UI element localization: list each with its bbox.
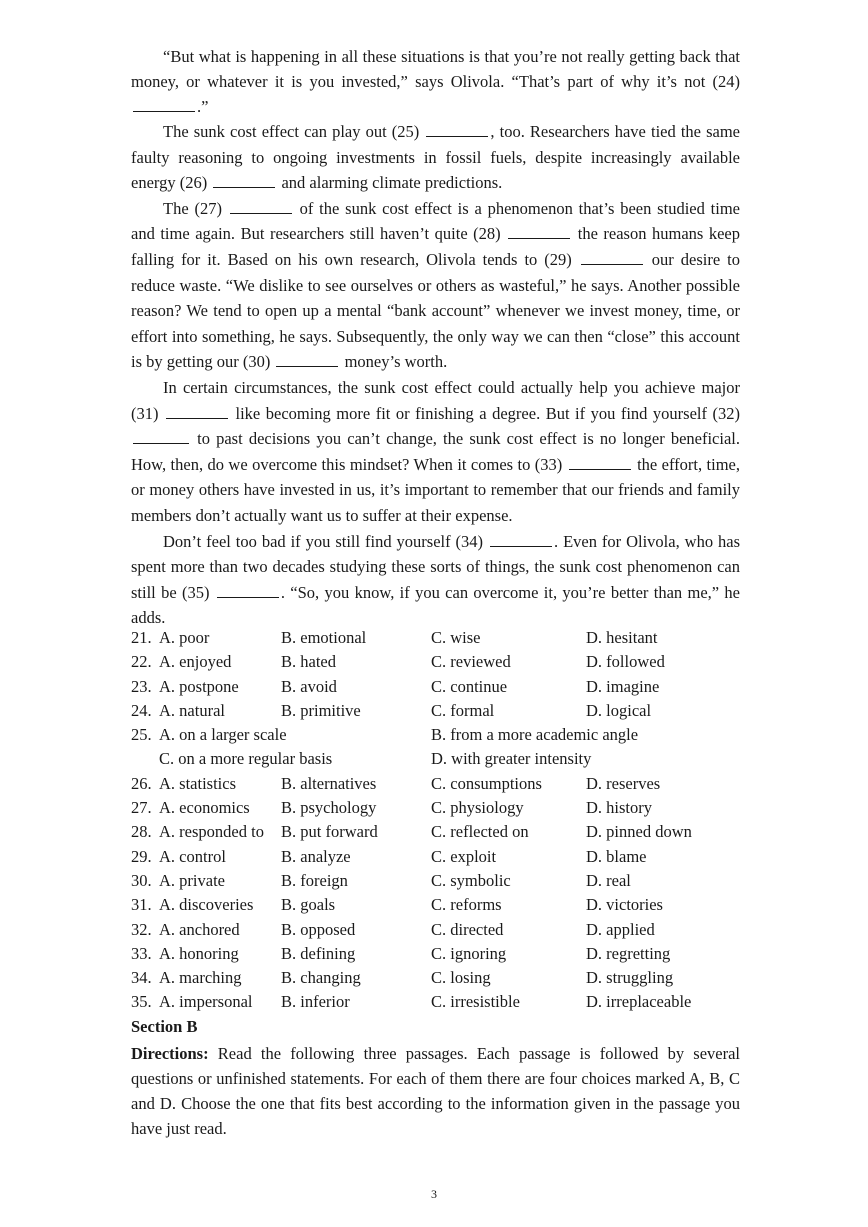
section-title: Section B — [131, 1017, 198, 1036]
option-row — [131, 650, 751, 674]
choice-a: A. enjoyed — [159, 652, 232, 672]
choice-c: C. wise — [431, 628, 481, 647]
option-row — [131, 747, 751, 771]
answer-blank — [490, 532, 552, 547]
question-number: 21. — [131, 628, 152, 647]
question-number: 23. — [131, 676, 152, 696]
option-row — [131, 675, 751, 699]
answer-blank — [133, 429, 189, 444]
choice-d: D. real — [586, 870, 631, 890]
section-b — [131, 1015, 740, 1141]
question-number: 31. — [131, 895, 152, 915]
text-span: , too. Researchers have tied the same faulty reasoning to ongoing investments in fossil fuels, despite increasingly available energy (26) — [131, 122, 740, 193]
choice-a: A. responded to — [159, 822, 264, 842]
text-span: money’s worth. — [340, 352, 448, 372]
option-row — [131, 723, 751, 747]
question-number: 29. — [131, 846, 152, 866]
choice-c: C. reforms — [431, 895, 502, 915]
text-span: the reason humans keep falling for it. Based on his own research, Olivola tends to (29) — [131, 224, 741, 269]
option-row — [131, 772, 751, 796]
choice-b: B. hated — [281, 652, 336, 672]
choice-b: B. put forward — [281, 822, 378, 842]
option-row — [131, 942, 751, 966]
text-span: The sunk cost effect can play out (25) — [163, 122, 420, 141]
text-span: and alarming climate predictions. — [277, 173, 503, 193]
choice-d: D. irreplaceable — [586, 992, 692, 1012]
text-span: of the sunk cost effect is a phenomenon that’s been studied time and time again. But researchers still haven’t quite (28) — [131, 198, 740, 244]
choice-c: C. reviewed — [431, 652, 511, 672]
text-span: the effort, time, or money others have invested in us, it’s important to remember that our friends and family members don’t actually want us to suffer at their expense. — [131, 454, 740, 525]
passage-paragraph — [131, 119, 740, 196]
question-number: 30. — [131, 870, 152, 890]
choice-b: B. emotional — [281, 628, 367, 647]
option-row — [131, 796, 751, 820]
choice-d: D. applied — [586, 919, 655, 939]
choice-c: C. formal — [431, 700, 495, 720]
choice-c: C. directed — [431, 919, 504, 939]
option-row — [131, 918, 751, 942]
text-span: to past decisions you can’t change, the sunk cost effect is no longer beneficial. How, then, do we overcome this mindset? When it comes to (33) — [131, 429, 740, 474]
choice-d: D. regretting — [586, 943, 671, 963]
choice-a: A. natural — [159, 700, 225, 720]
choice-c: C. symbolic — [431, 870, 511, 890]
text-span: In certain circumstances, the sunk cost effect could actually help you achieve major (31) — [131, 377, 740, 423]
answer-blank — [426, 122, 488, 137]
choice-d: D. struggling — [586, 968, 674, 988]
text-span: The (27) — [163, 198, 222, 218]
option-row — [131, 699, 751, 723]
choice-a: A. poor — [159, 628, 210, 647]
choice-d: D. victories — [586, 895, 663, 915]
choice-d: D. reserves — [586, 773, 661, 793]
choice-b: B. changing — [281, 968, 361, 988]
choice-a: A. on a larger scale — [159, 725, 287, 745]
choice-b: B. primitive — [281, 700, 361, 720]
choice-c: C. irresistible — [431, 992, 520, 1012]
choice-a: A. statistics — [159, 773, 236, 793]
choice-b: B. inferior — [281, 992, 350, 1012]
choice-a: A. private — [159, 870, 225, 890]
answer-blank — [133, 97, 195, 112]
question-number: 35. — [131, 992, 152, 1012]
directions — [131, 1041, 740, 1141]
option-row — [131, 869, 751, 893]
choice-a: A. economics — [159, 798, 250, 818]
answer-blank — [508, 224, 570, 239]
answer-blank — [276, 352, 338, 367]
choice-d: D. pinned down — [586, 822, 692, 842]
choice-b: B. avoid — [281, 676, 337, 696]
choice-d: D. followed — [586, 652, 665, 672]
directions-text: Read the following three passages. Each passage is followed by several questions or unfinished statements. For each of them there are four choices marked A, B, C and D. Choose the one that fits best according to the information given in the passage you have just read. — [131, 1044, 740, 1138]
text-span: “But what is happening in all these situations is that you’re not really getting back that money, or whatever it is you invested,” says Olivola. “That’s part of why it’s not (24) — [131, 47, 740, 91]
cloze-passage — [131, 44, 740, 631]
choice-d: D. with greater intensity — [431, 749, 592, 769]
choice-a: A. control — [159, 846, 226, 866]
choice-d: D. hesitant — [586, 628, 658, 647]
choice-a: A. discoveries — [159, 895, 254, 915]
answer-blank — [166, 404, 228, 419]
choice-c: C. physiology — [431, 798, 524, 818]
question-number: 25. — [131, 725, 152, 745]
page-number: 3 — [431, 1187, 437, 1201]
option-row — [131, 845, 751, 869]
passage-paragraph — [131, 529, 740, 631]
answer-blank — [581, 250, 643, 265]
text-span: our desire to reduce waste. “We dislike to see ourselves or others as wasteful,” he says. Another possible reason? We tend to open up a mental “bank account” whenever we invest money, time, or effort into something, he says. Subsequently, the only way we can then “close” this account is by getting our (30) — [131, 249, 740, 372]
text-span: Don’t feel too bad if you still find yourself (34) — [163, 531, 484, 551]
choice-a: A. honoring — [159, 943, 239, 963]
choice-a: A. anchored — [159, 919, 240, 939]
question-number: 27. — [131, 798, 152, 818]
text-span: .” — [197, 97, 209, 116]
question-number: 26. — [131, 773, 152, 793]
choice-a: A. postpone — [159, 676, 239, 696]
choice-b: B. goals — [281, 895, 336, 915]
directions-label: Directions: — [131, 1044, 209, 1063]
choice-b: B. from a more academic angle — [431, 725, 639, 745]
choice-b: B. alternatives — [281, 773, 377, 793]
passage-paragraph — [131, 44, 740, 119]
text-span: like becoming more fit or finishing a degree. But if you find yourself (32) — [230, 403, 740, 423]
choice-d: D. logical — [586, 700, 652, 720]
question-number: 33. — [131, 943, 152, 963]
choice-d: D. imagine — [586, 676, 660, 696]
question-number: 28. — [131, 822, 152, 842]
choice-d: D. history — [586, 798, 652, 818]
choice-c: C. on a more regular basis — [159, 749, 333, 769]
choice-b: B. psychology — [281, 798, 377, 818]
choice-b: B. foreign — [281, 870, 348, 890]
answer-blank — [569, 455, 631, 470]
option-row — [131, 990, 751, 1014]
passage-paragraph — [131, 375, 740, 529]
passage-paragraph — [131, 196, 740, 375]
answer-options — [131, 626, 751, 1015]
choice-d: D. blame — [586, 846, 647, 866]
answer-blank — [217, 583, 279, 598]
choice-b: B. analyze — [281, 846, 351, 866]
option-row — [131, 966, 751, 990]
choice-c: C. ignoring — [431, 943, 507, 963]
text-span: . Even for Olivola, who has spent more than two decades studying these sorts of things, the sunk cost phenomenon can still be (35) — [131, 531, 741, 602]
question-number: 32. — [131, 919, 152, 939]
question-number: 34. — [131, 968, 152, 988]
option-row — [131, 820, 751, 844]
choice-a: A. impersonal — [159, 992, 253, 1012]
choice-c: C. consumptions — [431, 773, 542, 793]
option-row — [131, 626, 751, 650]
question-number: 24. — [131, 700, 152, 720]
choice-c: C. reflected on — [431, 822, 529, 842]
choice-c: C. losing — [431, 968, 491, 988]
choice-b: B. opposed — [281, 919, 356, 939]
answer-blank — [213, 173, 275, 188]
choice-b: B. defining — [281, 943, 356, 963]
option-row — [131, 893, 751, 917]
text-span: . “So, you know, if you can overcome it, you’re better than me,” he adds. — [131, 582, 740, 628]
choice-a: A. marching — [159, 968, 242, 988]
choice-c: C. exploit — [431, 846, 497, 866]
answer-blank — [230, 199, 292, 214]
question-number: 22. — [131, 652, 152, 672]
choice-c: C. continue — [431, 676, 508, 696]
